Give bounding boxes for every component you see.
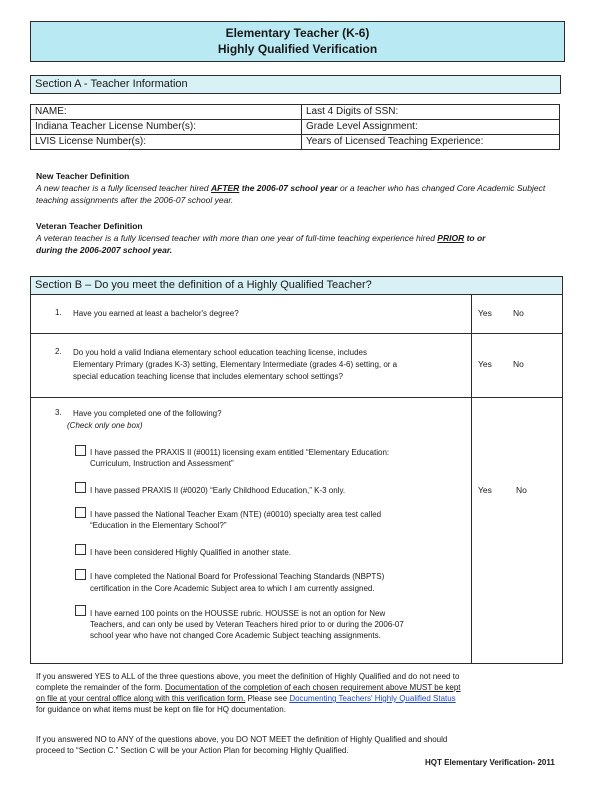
option-6-line1: I have earned 100 points on the HOUSSE rubric. HOUSSE is not an option for New [90,609,386,618]
ssn-field[interactable]: Last 4 Digits of SSN: [302,105,560,120]
q3-number: 3. [55,408,62,417]
option-housse-checkbox[interactable] [75,605,86,616]
q1-no[interactable]: No [513,308,524,318]
q2-line2: Elementary Primary (grades K-3) setting, Elementary Intermediate (grades 4-6) setting, or a [73,360,398,369]
new-teacher-definition [36,170,556,206]
q1-number: 1. [55,308,62,317]
q3-no[interactable]: No [516,485,527,495]
option-6-line2: Teachers, and can only be used by Veteran Teachers hired prior to or during the 2006-07 [90,620,404,629]
q1-yes[interactable]: Yes [478,308,492,318]
option-6-line3: school year who have not changed Core Academic Subject teaching assignments. [90,631,381,640]
section-a-heading: Section A - Teacher Information [30,75,561,94]
veteran-teacher-definition [36,220,556,256]
q2-number: 2. [55,347,62,356]
option-1-line2: Curriculum, Instruction and Assessment” [90,459,234,468]
new-teacher-text: A new teacher is a fully licensed teacher hired AFTER the 2006-07 school year or a teacher who has changed Core Academic Subject teaching assignments after the 2006-07 school year. [36,183,546,205]
section-b-heading: Section B – Do you meet the definition of a Highly Qualified Teacher? [31,277,562,295]
q3-note: (Check only one box) [67,421,143,430]
grade-level-field[interactable]: Grade Level Assignment: [302,120,560,135]
q2-no[interactable]: No [513,359,524,369]
documenting-hq-status-link[interactable]: Documenting Teachers' Highly Qualified Status [289,694,456,703]
option-3-line1: I have passed the National Teacher Exam (NTE) (#0010) specialty area test called [90,510,382,519]
option-nbpts-checkbox[interactable] [75,569,86,580]
option-other-state-checkbox[interactable] [75,544,86,555]
form-title-box [30,21,565,62]
veteran-teacher-heading: Veteran Teacher Definition [36,221,143,231]
footer-credit: HQT Elementary Verification- 2011 [425,758,555,767]
option-2-line1: I have passed PRAXIS II (#0020) “Early Childhood Education,” K-3 only. [90,486,346,495]
option-3-line2: “Education in the Elementary School?” [90,521,227,530]
no-instructions: If you answered NO to ANY of the questions above, you DO NOT MEET the definition of Highly Qualified and should proceed to “Section C.” Section C will be your Action Plan for becoming Highly Qualified. [36,735,448,755]
teacher-info-table [30,104,560,150]
option-5-line1: I have completed the National Board for Professional Teaching Standards (NBPTS) [90,572,385,581]
q2-yes[interactable]: Yes [478,359,492,369]
q2-line1: Do you hold a valid Indiana elementary school education teaching license, includes [73,348,367,357]
license-number-field[interactable]: Indiana Teacher License Number(s): [31,120,302,135]
new-teacher-heading: New Teacher Definition [36,171,130,181]
yes-instructions: If you answered YES to ALL of the three questions above, you meet the definition of Highly Qualified and do not need to complete the remainder of the form. Documentation of the completion of each chosen requirement above MUST be kept on file at your central office along with this verification form. Please see Documenting Teachers' Highly Qualified Status for guidance on what items must be kept on file for HQ documentation. [36,672,461,714]
veteran-teacher-text-2: during the 2006-2007 school year. [36,245,173,255]
name-field[interactable]: NAME: [31,105,302,120]
years-experience-field[interactable]: Years of Licensed Teaching Experience: [302,135,560,150]
option-praxis-0011-checkbox[interactable] [75,445,86,456]
option-4-line1: I have been considered Highly Qualified in another state. [90,548,292,557]
q1-text: Have you earned at least a bachelor's degree? [73,309,239,318]
lvis-license-field[interactable]: LVIS License Number(s): [31,135,302,150]
form-title: Elementary Teacher (K-6) [225,26,370,40]
section-b [30,276,563,664]
option-nte-checkbox[interactable] [75,507,86,518]
option-5-line2: certification in the Core Academic Subject area to which I am currently assigned. [90,584,375,593]
question-3-row [31,398,562,663]
question-2-row [31,334,562,398]
option-praxis-0020-checkbox[interactable] [75,482,86,493]
form-subtitle: Highly Qualified Verification [217,42,378,56]
q3-yes[interactable]: Yes [478,485,492,495]
q3-text: Have you completed one of the following? [73,409,222,418]
option-1-line1: I have passed the PRAXIS II (#0011) licensing exam entitled “Elementary Education: [90,448,390,457]
q2-line3: special education teaching license that includes elementary school settings? [73,372,343,381]
question-1-row [31,295,562,334]
veteran-teacher-text: A veteran teacher is a fully licensed teacher with more than one year of full-time teaching experience hired PRIOR to or [36,233,486,243]
